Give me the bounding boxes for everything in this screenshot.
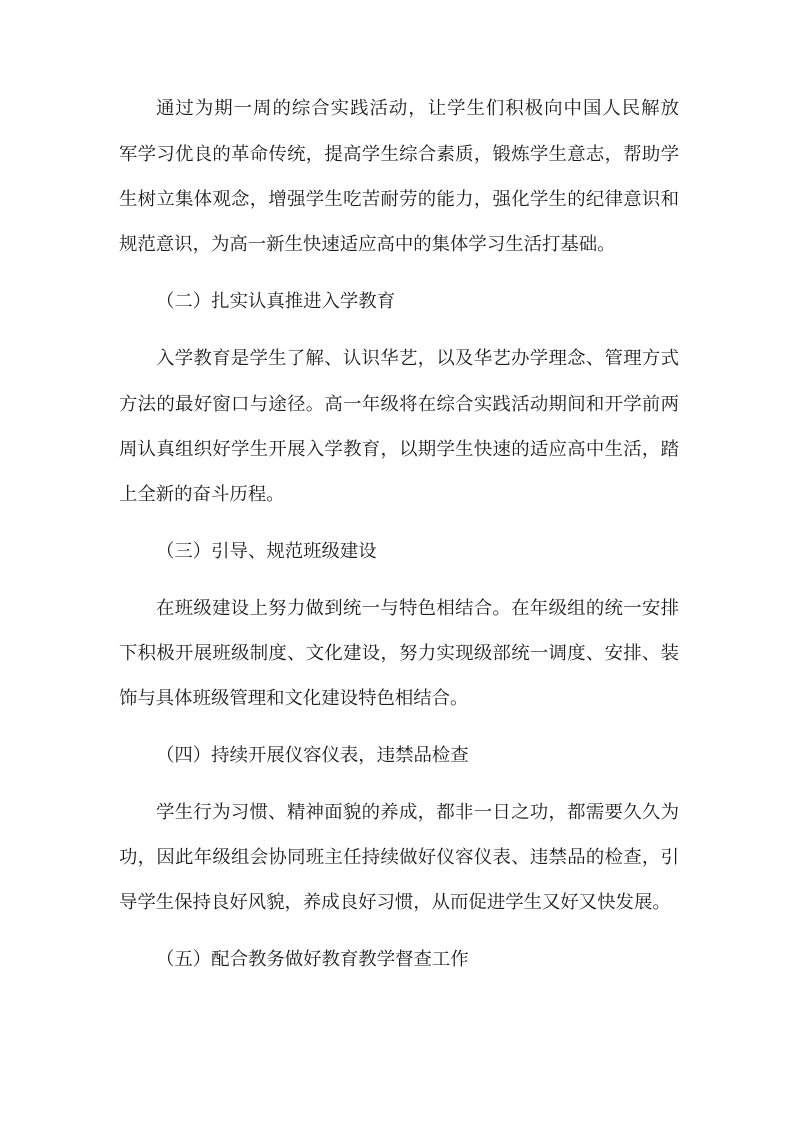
paragraph-line: 入学教育是学生了解、认识华艺，以及华艺办学理念、管理方式 xyxy=(156,348,679,369)
section-heading-4: （四）持续开展仪容仪表，违禁品检查 xyxy=(156,745,469,766)
paragraph-line: 通过为期一周的综合实践活动，让学生们积极向中国人民解放 xyxy=(156,98,679,119)
paragraph-line: 功，因此年级组会协同班主任持续做好仪容仪表、违禁品的检查，引 xyxy=(119,847,679,868)
paragraph-line: 学生行为习惯、精神面貌的养成，都非一日之功，都需要久久为 xyxy=(156,802,679,823)
paragraph-line: 上全新的奋斗历程。 xyxy=(119,484,285,505)
section-heading-3: （三）引导、规范班级建设 xyxy=(156,541,377,562)
paragraph-line: 周认真组织好学生开展入学教育，以期学生快速的适应高中生活，踏 xyxy=(119,439,679,460)
paragraph-line: 规范意识，为高一新生快速适应高中的集体学习生活打基础。 xyxy=(119,234,616,255)
paragraph-line: 饰与具体班级管理和文化建设特色相结合。 xyxy=(119,688,469,709)
paragraph-line: 导学生保持良好风貌，养成良好习惯，从而促进学生又好又快发展。 xyxy=(119,892,671,913)
paragraph-line: 下积极开展班级制度、文化建设，努力实现级部统一调度、安排、装 xyxy=(119,643,679,664)
paragraph-line: 生树立集体观念，增强学生吃苦耐劳的能力，强化学生的纪律意识和 xyxy=(119,189,679,210)
paragraph-line: 军学习优良的革命传统，提高学生综合素质，锻炼学生意志，帮助学 xyxy=(119,144,679,165)
paragraph-line: 在班级建设上努力做到统一与特色相结合。在年级组的统一安排 xyxy=(156,598,679,619)
section-heading-5: （五）配合教务做好教育教学督查工作 xyxy=(156,949,469,970)
paragraph-line: 方法的最好窗口与途径。高一年级将在综合实践活动期间和开学前两 xyxy=(119,394,679,415)
section-heading-2: （二）扎实认真推进入学教育 xyxy=(156,291,396,312)
